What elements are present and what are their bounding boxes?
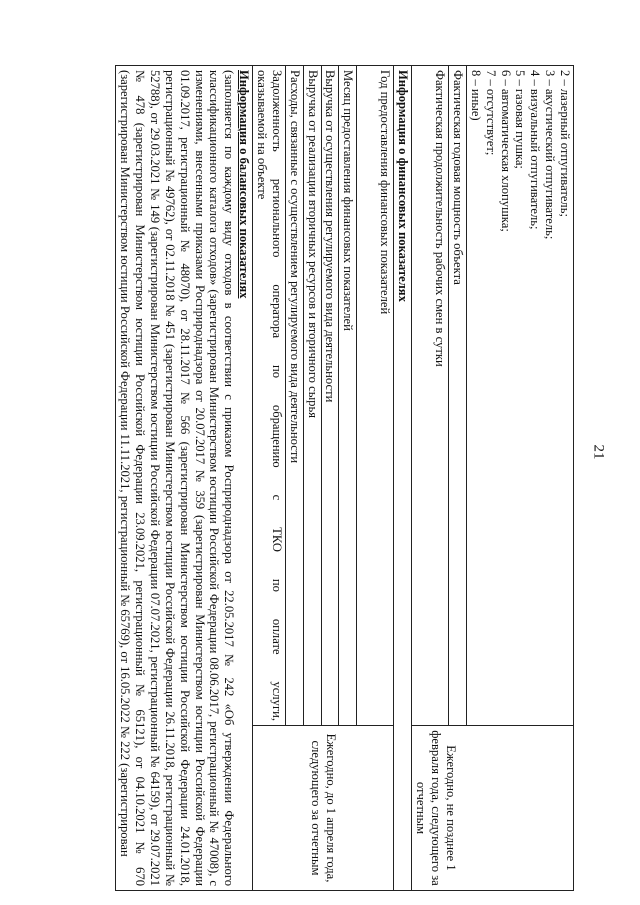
detector-line: 7 – отсутствует;: [483, 70, 498, 156]
debt-line-2: оказываемой на объекте: [254, 70, 269, 200]
year-cell: Год предоставления финансовых показателей: [357, 66, 394, 726]
detector-line: 6 – автоматическая хлопушка;: [498, 70, 513, 232]
balance-header: Информация о балансовых показателях: [237, 70, 252, 299]
revenue-cell: Выручка от осуществления регулируемого вида деятельности: [321, 66, 339, 726]
shifts-cell: Фактическая продолжительность рабочих смен в сутки: [412, 66, 449, 726]
financial-header: Информация о финансовых показателях: [394, 66, 412, 891]
detector-types-row: [466, 66, 573, 891]
deadline-cell-2: Ежегодно, до 1 апреля года, следующего за отчетным: [253, 726, 394, 891]
rotated-table-wrapper: [52, 65, 574, 890]
expenses-cell: Расходы, связанные с осуществлением регулируемого вида деятельности: [285, 66, 303, 726]
reporting-table: [115, 65, 574, 891]
detector-line: 8 – иные): [468, 70, 483, 121]
financial-header-row: [394, 66, 412, 891]
detector-line: 5 – газовая пушка;: [513, 70, 528, 169]
deadline-cell-1: Ежегодно, не позднее 1 февраля года, следующего за отчетным: [412, 726, 574, 891]
balance-row: [116, 66, 253, 891]
debt-cell: [253, 66, 286, 726]
balance-cell: [116, 66, 253, 891]
year-row: [357, 66, 394, 891]
debt-line-1: Задолженность регионального оператора по обращению с ТКО по оплате услуги,: [269, 70, 284, 721]
balance-paragraph: (заполняется по каждому виду отходов в соответствии с приказом Росприроднадзора от 22.05.2017 № 242 «Об утверждении Федерального классификационного каталога отходов» (зарегистрирован Министерством юстиции Российской Федерации 08.06.2017, регистрационный № 47008), с изменениями, внесенными приказами Росприроднадзора от 20.07.2017 № 359 (зарегистрирован Министерством юстиции Российской Федерации 01.09.2017, регистрационный № 48070), от 28.11.2017 № 566 (зарегистрирован Министерством юстиции Российской Федерации 24.01.2018, регистрационный № 49762), от 02.11.2018 № 451 (зарегистрирован Министерством юстиции Российской Федерации 26.11.2018, регистрационный № 52788), от 29.03.2021 № 149 (зарегистрирован Министерством юстиции Российской Федерации 07.07.2021, регистрационный № 64159), от 29.07.2021 № 478 (зарегистрирован Министерством юстиции Российской Федерации 23.09.2021, регистрационный № 65121), от 04.10.2021 № 670 (зарегистрирован Министерством юстиции Российской Федерации 11.11.2021, регистрационный № 65769), от 16.05.2022 № 222 (зарегистрирован: [118, 70, 237, 886]
page-number: 21: [590, 444, 607, 460]
detector-line: 3 – акустический отпугиватель;: [543, 70, 558, 240]
months-cell: Месяц предоставления финансовых показателей: [339, 66, 357, 726]
detector-line: 4 – визуальный отпугиватель;: [528, 70, 543, 230]
detector-types-cell: [466, 66, 573, 726]
secondary-cell: Выручка от реализации вторичных ресурсов и вторичного сырья: [303, 66, 321, 726]
detector-line: 2 – лазерный отпугиватель;: [558, 70, 572, 217]
capacity-cell: Фактическая годовая мощность объекта: [449, 66, 467, 726]
